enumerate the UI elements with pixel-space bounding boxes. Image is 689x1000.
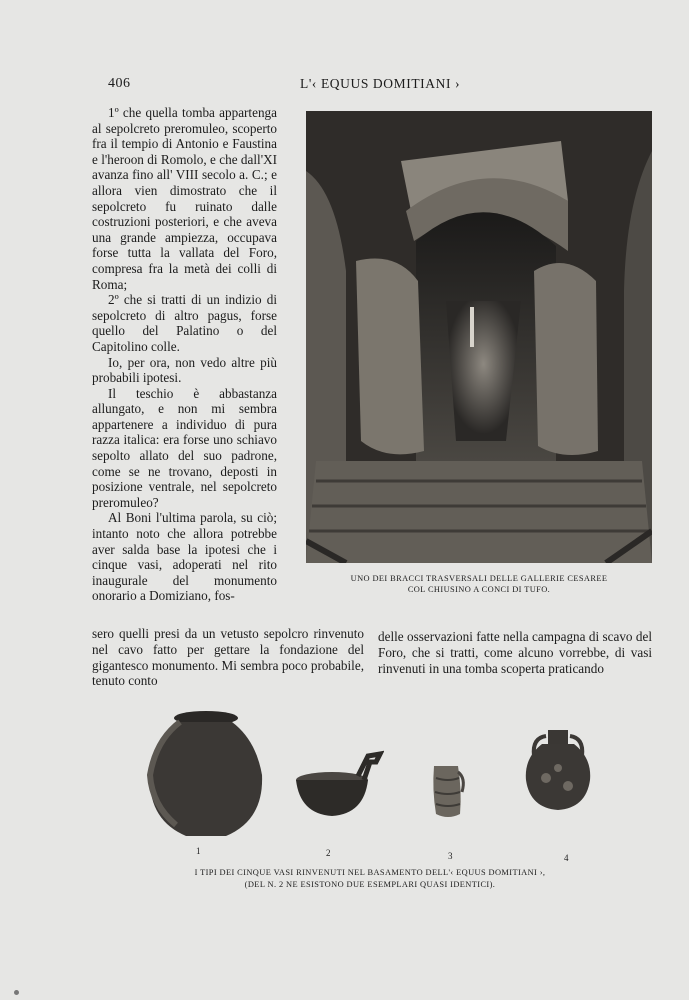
paragraph-5: Al Boni l'ultima parola, su ciò; intanto noto che allora potrebbe aver salda base la ipotesi che i cinque vasi, adoperati nel rito inaugurale del monumento onorario a Domiziano, fos- <box>92 510 277 604</box>
vase-2-label: 2 <box>326 848 331 858</box>
vases-caption-line-1: I TIPI DEI CINQUE VASI RINVENUTI NEL BASAMENTO DELL'‹ EQUUS DOMITIANI ›, <box>194 868 546 877</box>
photo-caption <box>306 573 652 595</box>
vase-2-image <box>294 750 384 822</box>
paragraph-2: 2º che si tratti di un indizio di sepolcreto di altro pagus, forse quello del Palatino o del Capitolino colle. <box>92 292 277 354</box>
vase-3-label: 3 <box>448 851 453 861</box>
page-speck <box>14 990 19 995</box>
page-number: 406 <box>108 76 131 91</box>
vase-4-image <box>522 728 594 812</box>
photo-caption-line-2: COL CHIUSINO A CONCI DI TUFO. <box>407 585 551 594</box>
bottom-right-text <box>378 629 652 676</box>
vase-3-image <box>428 762 468 822</box>
paragraph-1: 1º che quella tomba appartenga al sepolcreto preromuleo, scoperto fra il tempio di Antonio e Faustina e l'heroon di Romolo, e che dall'XI avanza fino all' VIII secolo a. C.; e allora vien dimostrato che il sepolcreto fu ruinato dalle costruzioni posteriori, e che aveva una grande ampiezza, occupava forse tutta la vallata del Foro, compresa fra la metà dei colli di Roma; <box>92 105 277 292</box>
vase-1-label: 1 <box>196 846 201 856</box>
gallery-photograph <box>306 111 652 563</box>
running-title: L'‹ EQUUS DOMITIANI › <box>300 76 461 91</box>
paragraph-4: Il teschio è abbastanza allungato, e non mi sembra appartenere a individuo di pura razza italica: era forse uno schiavo sepolto allato del suo padrone, come se ne trovano, deposti in posizione ventrale, nel sepolcreto preromuleo? <box>92 385 277 510</box>
vase-4-label: 4 <box>564 853 569 863</box>
photo-caption-line-1: UNO DEI BRACCI TRASVERSALI DELLE GALLERIE CESAREE <box>350 574 608 583</box>
vases-caption <box>150 867 590 891</box>
bottom-left-paragraph: sero quelli presi da un vetusto sepolcro rinvenuto nel cavo fatto per gettare la fondazione del gigantesco monumento. Mi sembra poco probabile, tenuto conto <box>92 626 364 689</box>
bottom-right-paragraph: delle osservazioni fatte nella campagna di scavo del Foro, che si tratti, come alcuno vorrebbe, di vasi rinvenuti in una tomba scoperta praticando <box>378 629 652 676</box>
bottom-left-text <box>92 626 364 689</box>
vase-1-image <box>146 710 266 840</box>
vases-caption-line-2: (DEL N. 2 NE ESISTONO DUE ESEMPLARI QUASI IDENTICI). <box>244 880 496 889</box>
paragraph-3: Io, per ora, non vedo altre più probabili ipotesi. <box>92 354 277 386</box>
left-text-column <box>92 105 277 604</box>
